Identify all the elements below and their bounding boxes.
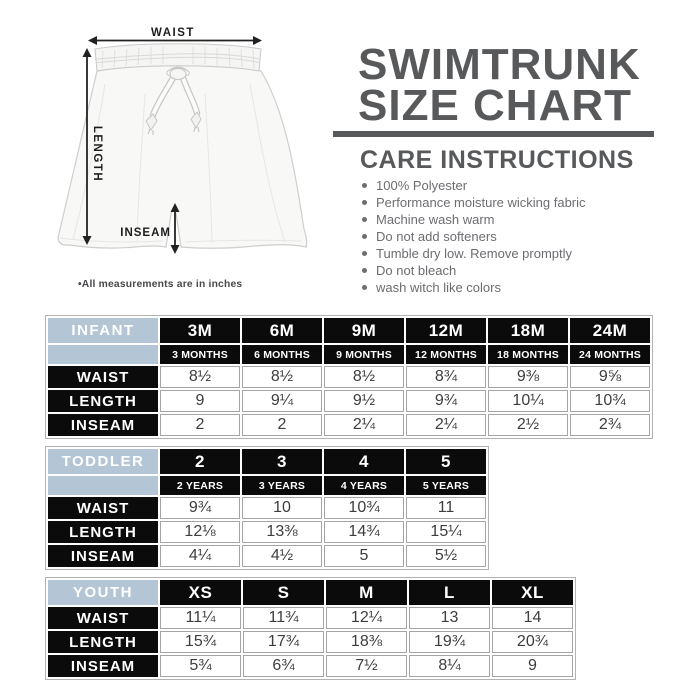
shorts-illustration: [45, 14, 325, 294]
measure-value: 15¼: [406, 521, 486, 543]
size-subheader: 24 MONTHS: [570, 345, 650, 364]
measure-value: 18⅜: [326, 631, 407, 653]
measure-value: 17¾: [243, 631, 324, 653]
measure-value: 9¾: [406, 390, 486, 412]
section-spacer: [48, 476, 158, 495]
measure-value: 12⅛: [160, 521, 240, 543]
measure-value: 9¾: [160, 497, 240, 519]
measure-label: WAIST: [48, 497, 158, 519]
measure-value: 8½: [324, 366, 404, 388]
measure-value: 13⅜: [242, 521, 322, 543]
bullet-icon: [362, 251, 367, 256]
size-subheader: 12 MONTHS: [406, 345, 486, 364]
size-subheader: 4 YEARS: [324, 476, 404, 495]
size-header: 24M: [570, 318, 650, 343]
measure-value: 5½: [406, 545, 486, 567]
measure-value: 10¾: [324, 497, 404, 519]
care-item: [362, 245, 586, 262]
infant-size-table: [45, 315, 653, 439]
measure-value: 5: [324, 545, 404, 567]
care-item: [362, 228, 586, 245]
size-subheader: 3 MONTHS: [160, 345, 240, 364]
care-instructions-heading: CARE INSTRUCTIONS: [360, 146, 634, 174]
size-subheader: 5 YEARS: [406, 476, 486, 495]
measure-value: 14: [492, 607, 573, 629]
measure-value: 11: [406, 497, 486, 519]
section-label: YOUTH: [48, 580, 158, 605]
size-header: L: [409, 580, 490, 605]
size-header: 12M: [406, 318, 486, 343]
measure-value: 14¾: [324, 521, 404, 543]
title-divider: [333, 131, 654, 137]
care-item-text: 100% Polyester: [376, 178, 468, 193]
size-header: 6M: [242, 318, 322, 343]
measure-value: 12¼: [326, 607, 407, 629]
inseam-label: INSEAM: [120, 227, 171, 239]
measure-value: 4¼: [160, 545, 240, 567]
measure-value: 20¾: [492, 631, 573, 653]
measure-value: 9⅜: [488, 366, 568, 388]
toddler-size-table: [45, 446, 489, 570]
measure-value: 19¾: [409, 631, 490, 653]
size-subheader: 18 MONTHS: [488, 345, 568, 364]
care-item: [362, 279, 586, 296]
measure-label: LENGTH: [48, 521, 158, 543]
measure-value: 11¼: [160, 607, 241, 629]
size-header: 4: [324, 449, 404, 474]
measure-value: 8½: [160, 366, 240, 388]
measurements-note: •All measurements are in inches: [78, 279, 243, 290]
size-header: S: [243, 580, 324, 605]
measure-label: INSEAM: [48, 545, 158, 567]
bullet-icon: [362, 200, 367, 205]
measure-value: 10¾: [570, 390, 650, 412]
waist-label: WAIST: [151, 27, 195, 39]
measure-value: 2¼: [406, 414, 486, 436]
measure-value: 2: [242, 414, 322, 436]
measure-label: WAIST: [48, 366, 158, 388]
measure-value: 13: [409, 607, 490, 629]
size-subheader: 3 YEARS: [242, 476, 322, 495]
size-header: 18M: [488, 318, 568, 343]
measure-label: INSEAM: [48, 414, 158, 436]
measure-label: LENGTH: [48, 631, 158, 653]
care-item-text: Do not bleach: [376, 263, 457, 278]
measure-value: 9½: [324, 390, 404, 412]
size-subheader: 6 MONTHS: [242, 345, 322, 364]
measure-value: 9¼: [242, 390, 322, 412]
measure-value: 6¾: [243, 655, 324, 677]
size-subheader: 2 YEARS: [160, 476, 240, 495]
measure-value: 4½: [242, 545, 322, 567]
measure-value: 8½: [242, 366, 322, 388]
measure-value: 8¼: [409, 655, 490, 677]
measure-value: 2¾: [570, 414, 650, 436]
care-item-text: wash witch like colors: [376, 280, 501, 295]
measure-value: 11¾: [243, 607, 324, 629]
youth-size-table: [45, 577, 576, 680]
care-item: [362, 211, 586, 228]
size-header: M: [326, 580, 407, 605]
bullet-icon: [362, 217, 367, 222]
measure-value: 15¾: [160, 631, 241, 653]
measure-value: 2½: [488, 414, 568, 436]
size-header: 3M: [160, 318, 240, 343]
measure-value: 9: [160, 390, 240, 412]
bullet-icon: [362, 285, 367, 290]
size-subheader: 9 MONTHS: [324, 345, 404, 364]
length-label: LENGTH: [91, 125, 103, 183]
size-header: 9M: [324, 318, 404, 343]
measure-label: LENGTH: [48, 390, 158, 412]
measure-value: 7½: [326, 655, 407, 677]
bullet-icon: [362, 183, 367, 188]
bullet-icon: [362, 234, 367, 239]
measure-value: 5¾: [160, 655, 241, 677]
care-item: [362, 177, 586, 194]
care-item: [362, 194, 586, 211]
size-header: 2: [160, 449, 240, 474]
measure-value: 9⅝: [570, 366, 650, 388]
care-list: [362, 177, 586, 296]
size-header: XS: [160, 580, 241, 605]
size-header: 5: [406, 449, 486, 474]
measure-label: INSEAM: [48, 655, 158, 677]
section-label: INFANT: [48, 318, 158, 343]
care-item: [362, 262, 586, 279]
title-line-2: SIZE CHART: [358, 81, 632, 130]
section-label: TODDLER: [48, 449, 158, 474]
measure-value: 10¼: [488, 390, 568, 412]
page-title: [358, 40, 688, 130]
measure-label: WAIST: [48, 607, 158, 629]
care-item-text: Tumble dry low. Remove promptly: [376, 246, 573, 261]
section-spacer: [48, 345, 158, 364]
care-item-text: Machine wash warm: [376, 212, 495, 227]
size-header: 3: [242, 449, 322, 474]
measure-value: 9: [492, 655, 573, 677]
bullet-icon: [362, 268, 367, 273]
measure-value: 8¾: [406, 366, 486, 388]
care-item-text: Performance moisture wicking fabric: [376, 195, 586, 210]
measure-value: 10: [242, 497, 322, 519]
title-line-1: SWIMTRUNK: [358, 40, 641, 89]
care-item-text: Do not add softeners: [376, 229, 497, 244]
size-header: XL: [492, 580, 573, 605]
measure-value: 2: [160, 414, 240, 436]
measure-value: 2¼: [324, 414, 404, 436]
